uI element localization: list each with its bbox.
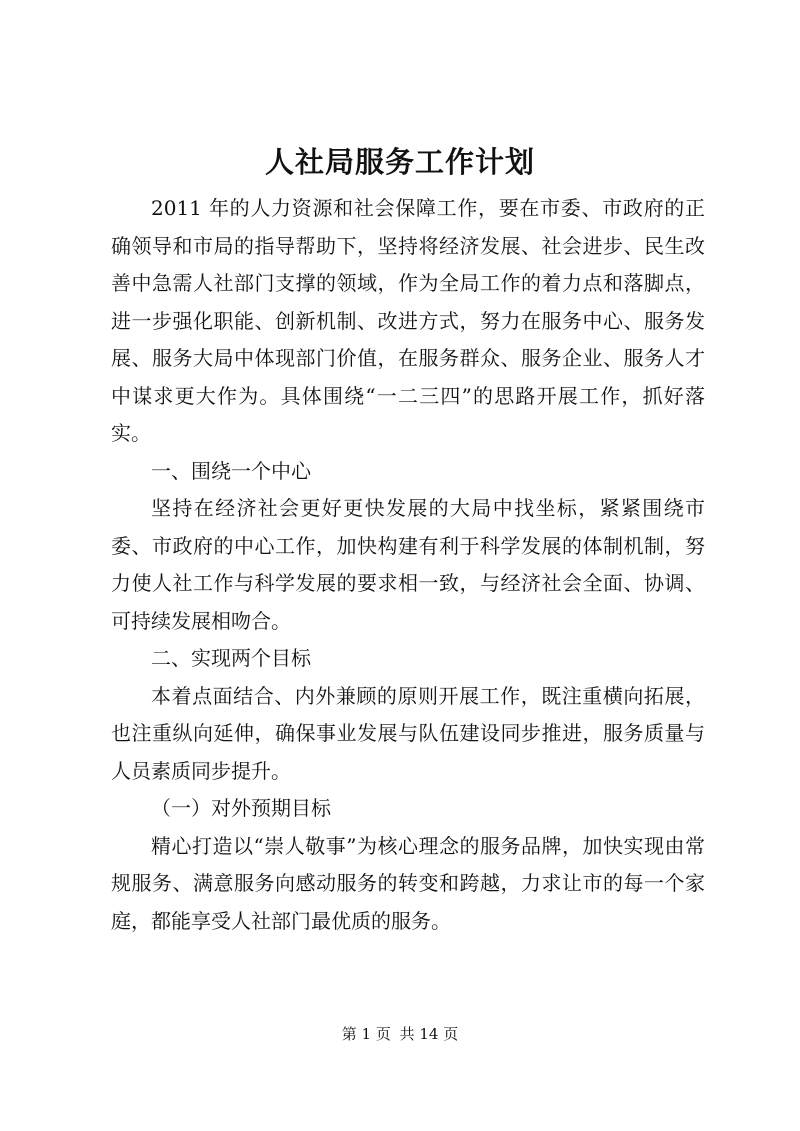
paragraph-intro: 2011 年的人力资源和社会保障工作，要在市委、市政府的正确领导和市局的指导帮助下，坚持将经济发展、社会进步、民生改善中急需人社部门支撑的领域，作为全局工作的着力点和落脚点，进一步强化职能、创新机制、改进方式，努力在服务中心、服务发展、服务大局中体现部门价值，在服务群众、服务企业、服务人才中谋求更大作为。具体围绕“一二三四”的思路开展工作，抓好落实。 [111, 196, 705, 445]
section-heading-one-center: 一、围绕一个中心 [151, 458, 311, 483]
subsection-heading-external-goal: （一）对外预期目标 [151, 796, 331, 820]
paragraph-external-goal: 精心打造以“崇人敬事”为核心理念的服务品牌，加快实现由常规服务、满意服务向感动服务的转变和跨越，力求让市的每一个家庭，都能享受人社部门最优质的服务。 [111, 833, 705, 933]
page-total: 共 14 页 [399, 1025, 459, 1043]
paragraph-two-goals: 本着点面结合、内外兼顾的原则开展工作，既注重横向拓展，也注重纵向延伸，确保事业发展与队伍建设同步推进，服务质量与人员素质同步提升。 [111, 683, 705, 783]
document-body [111, 190, 705, 940]
page-footer [0, 1022, 800, 1046]
page-number: 第 1 页 [341, 1025, 391, 1043]
section-heading-two-goals: 二、实现两个目标 [151, 646, 311, 670]
document-title: 人社局服务工作计划 [264, 145, 535, 179]
paragraph-one-center: 坚持在经济社会更好更快发展的大局中找坐标，紧紧围绕市委、市政府的中心工作，加快构建有利于科学发展的体制机制，努力使人社工作与科学发展的要求相一致，与经济社会全面、协调、可持续发展相吻合。 [111, 496, 705, 633]
